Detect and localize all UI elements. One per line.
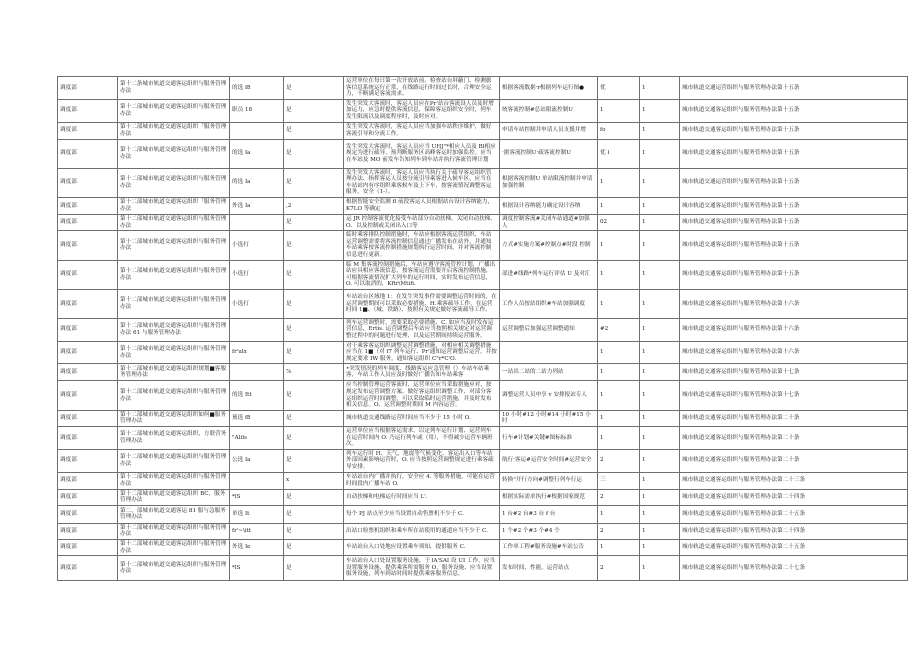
score-cell: 1 xyxy=(640,556,680,581)
difficulty-cell: 优 l xyxy=(598,139,640,168)
department-cell: 调度部 xyxy=(58,449,118,472)
question-type-cell: 的选 Itt xyxy=(230,381,284,410)
source-article-cell: 城市轨道交通客运组织与服务管理办法第十五条 xyxy=(680,231,908,260)
table-row xyxy=(58,539,908,555)
department-cell: 调度部 xyxy=(58,556,118,581)
source-article-cell: 城市轨道交通客运组织与服务管理办法第二十条 xyxy=(680,427,908,450)
options-cell: 部进#线路*列车运行评估 U 及对汇 xyxy=(500,260,598,289)
difficulty-cell: 三 xyxy=(598,472,640,489)
score-cell: 1 xyxy=(640,168,680,197)
difficulty-cell: 1 xyxy=(598,197,640,214)
difficulty-cell: 2 xyxy=(598,449,640,472)
department-cell: 调度部 xyxy=(58,427,118,450)
table-row xyxy=(58,168,908,197)
question-type-cell: 的选 f8 xyxy=(230,77,284,100)
question-type-cell: 外选 Ia xyxy=(230,197,284,214)
question-text-cell: 临时乘客排队控制措施时，车站应根据客流运营组织、车站运营调整需要将客流控制信息通过广播发布在站外，并通知车站乘客按客流控制措施规划执行运营时间，并对客流控制信息进行更新。 xyxy=(344,231,500,260)
regulation-name-cell: 第十二部城市轨道交通客运组织与服务管理办法 xyxy=(118,168,230,197)
department-cell: 调度部 xyxy=(58,231,118,260)
source-article-cell: 城市轨道交通客运组织与服务管理办法第二十四条 xyxy=(680,523,908,539)
question-text-cell: 自动扶梯和电梯运行时间应当 L'. xyxy=(344,489,500,505)
table-body xyxy=(58,77,908,581)
options-cell: 一站出二站的二站力列站 xyxy=(500,364,598,381)
table-row xyxy=(58,99,908,122)
source-article-cell: 城市轨道交通客运组织与服务管理办法第二十七条 xyxy=(680,556,908,581)
regulation-name-cell: 第十二部城市轨道交通客运组织，方联营务管理办法 xyxy=(118,427,230,450)
answer-cell: 是 xyxy=(284,410,344,426)
regulation-name-cell: 第十二部城市轨道交通客运组织与服务管理办法 xyxy=(118,341,230,364)
question-type-cell: *lS xyxy=(230,489,284,505)
table-row xyxy=(58,410,908,426)
source-article-cell: 城市轨道交通客运组织与服务管理办法第十七条 xyxy=(680,381,908,410)
source-article-cell: 城市轨道交通客运组织与服务管理办法第十七条 xyxy=(680,364,908,381)
answer-cell: 是 xyxy=(284,122,344,139)
answer-cell: 是 xyxy=(284,539,344,555)
department-cell: 调度部 xyxy=(58,381,118,410)
answer-cell: 是 xyxy=(284,168,344,197)
score-cell: 1 xyxy=(640,77,680,100)
question-type-cell: 预选 f8 xyxy=(230,410,284,426)
difficulty-cell: 02 xyxy=(598,214,640,230)
score-cell: 1 xyxy=(640,505,680,523)
answer-cell: 是 xyxy=(284,99,344,122)
options-cell: 申请车站控制并申请人员支援并增 xyxy=(500,122,598,139)
department-cell: 调度部 xyxy=(58,197,118,214)
source-article-cell: 城市轨道交通客运组织与服务管理办法第二十条 xyxy=(680,410,908,426)
source-article-cell: 城市轨道交通客运组织与服务管理办法第十六条 xyxy=(680,341,908,364)
question-type-cell xyxy=(230,318,284,341)
regulation-name-cell: 第二，部城市轨道交通客运 81 服与急服务管理办法 xyxy=(118,505,230,523)
source-article-cell: 城市轨道交通客运组织与服务管理办法第二十条 xyxy=(680,449,908,472)
regulation-name-cell: 第十二部城市轨道交通客运组织与服务管理办法 xyxy=(118,99,230,122)
question-text-cell: 车站站台入口处设置服务设施、于 lA'SAI 设 UI 工作，应当设置服务设施、提供乘客所需服务 O，服务设施、应当设置服务设施，列车到站时间时提供乘客服务信息。 xyxy=(344,556,500,581)
department-cell: 调度部 xyxy=(58,523,118,539)
difficulty-cell: 1 xyxy=(598,505,640,523)
department-cell: 调度部 xyxy=(58,289,118,318)
difficulty-cell: 1 xyxy=(598,427,640,450)
regulation-name-cell: 第十二部城市轨道交通客运组织「服务管理办法 xyxy=(118,122,230,139)
source-article-cell: 城市轨道交通客运组织与服务管理办法第二十五条 xyxy=(680,539,908,555)
answer-cell: 是 xyxy=(284,231,344,260)
difficulty-cell: 1 xyxy=(598,381,640,410)
regulation-name-cell: 第十二条城市轨道交通客运组织与服务管理办法 xyxy=(118,77,230,100)
question-text-cell: 发生突发大客流时，客运人员应当执行关于疏导客运组织管理办法、指挥客运人员按分流引导乘客进入候车区。应当在车站站内有序组织乘客候车及上下车，按客流情况调整客运服务，安全（1-）。 xyxy=(344,168,500,197)
source-article-cell: 城市轨道交通运营组织与服务管理办法第十五条 xyxy=(680,77,908,100)
question-text-cell: 临 M 集客流控制措施后，车站应遵守客流管控计划，广播出站应具相应客流信息，按客流运营需要开启客流控制措施，可根据客流情况扩大列车的运行时间，实时发布运营信息，O. 可以取消的，Kftr\Mtifi. xyxy=(344,260,500,289)
department-cell: 调度部 xyxy=(58,168,118,197)
source-article-cell: 城市轨道交通客运组织与服务管理办法第十五条 xyxy=(680,122,908,139)
regulation-name-cell: 第十二部城市轨道交通客运组织与服务管理办法 xyxy=(118,231,230,260)
score-cell: 1 xyxy=(640,214,680,230)
question-type-cell: fr'~\itt xyxy=(230,523,284,539)
source-article-cell: 城市轨道交通客运组织与服务管理办法第十六条 xyxy=(680,318,908,341)
score-cell: 1 xyxy=(640,231,680,260)
options-cell: 根据设计容纳能力确定设计容纳 xyxy=(500,197,598,214)
question-type-cell: fr'ulx xyxy=(230,341,284,364)
department-cell: 调度部 xyxy=(58,214,118,230)
answer-cell: 是 xyxy=(284,341,344,364)
table-row xyxy=(58,489,908,505)
options-cell: 根据客流数据·r根据列车运行图● xyxy=(500,77,598,100)
score-cell: 1 xyxy=(640,139,680,168)
table-row xyxy=(58,556,908,581)
regulation-name-cell: 第十二部城市轨道交通客运组织与服务管理办法 xyxy=(118,289,230,318)
question-text-cell: 运营单位在每日第一次开放站前，检查站台屏蔽门、检测旅客信息系统运行正常，在线路运行时间过长时，合理安全运力，不断满足客流需求。 xyxy=(344,77,500,100)
score-cell: 1 xyxy=(640,449,680,472)
question-type-cell: 的选 Ia xyxy=(230,139,284,168)
question-type-cell: *lS xyxy=(230,556,284,581)
difficulty-cell: 1 xyxy=(598,99,640,122)
score-cell: 1 xyxy=(640,410,680,426)
table-row xyxy=(58,472,908,489)
question-text-cell: 车站站台入口处地应设置乘车须知，提供服务 C. xyxy=(344,539,500,555)
source-article-cell: 城市轨道交通客运组织与服务管理办法第十五条 xyxy=(680,260,908,289)
regulation-name-cell: 第十二部城市轨道交通客运组织 BC，服务管理办法 xyxy=(118,489,230,505)
question-type-cell: 小选打 xyxy=(230,289,284,318)
table-row xyxy=(58,197,908,214)
regulation-name-cell: 第十二部城市轨道交通客运组织与服务管理办法 xyxy=(118,523,230,539)
regulation-name-cell: 第十二部城市轨道交通客运组织如何■服务管理办法 xyxy=(118,410,230,426)
table-row xyxy=(58,260,908,289)
question-text-cell: 每个 PJ 站点至少应当设置自动售票机不少于 C. xyxy=(344,505,500,523)
answer-cell: 是 xyxy=(284,449,344,472)
answer-cell: 是 xyxy=(284,381,344,410)
table-row xyxy=(58,122,908,139)
source-article-cell: 城市轨道交通客运组织与服务管理办法第十五条 xyxy=(680,139,908,168)
table-row xyxy=(58,427,908,450)
question-type-cell xyxy=(230,364,284,381)
department-cell: 调度部 xyxy=(58,410,118,426)
difficulty-cell: 1 xyxy=(598,410,640,426)
options-cell: 运营调整后加强运营调整通知 xyxy=(500,318,598,341)
answer-cell: 是 xyxy=(284,489,344,505)
regulation-name-cell: 第十二部城市轨道交通客运组织规划■客服务管理办法 xyxy=(118,364,230,381)
table-row xyxy=(58,77,908,100)
question-text-cell: 根据智能安全监测 fl 前段客运人员根据站台设计容纳能力，K7LO 等确定 xyxy=(344,197,500,214)
table-row xyxy=(58,139,908,168)
answer-cell: 是 xyxy=(284,139,344,168)
answer-cell: 是 xyxy=(284,214,344,230)
regulation-name-cell: 第十二部城市轨道交通客运组织与服务管理办法 xyxy=(118,472,230,489)
score-cell: 1 xyxy=(640,489,680,505)
department-cell: 调度部 xyxy=(58,505,118,523)
answer-cell: 是 xyxy=(284,523,344,539)
options-cell: 10 小时#12 小时#14 小时#15 小时 xyxy=(500,410,598,426)
question-type-cell: 小选打 xyxy=(230,231,284,260)
question-type-cell: 单选 It xyxy=(230,505,284,523)
score-cell: 1 xyxy=(640,364,680,381)
question-text-cell: 车站站台区域地 1：在发生突发事件需要调整运营时间的，在运营调整期间可以采取必要措施，H.乘客疏导工作，在运营时间 1■、（城、铁路）、按照有关规定做好客流疏导工作。 xyxy=(344,289,500,318)
question-type-cell: 小选打 xyxy=(230,260,284,289)
score-cell: 1 xyxy=(640,99,680,122)
table-row xyxy=(58,231,908,260)
source-article-cell: 城市轨道交通客运组织与服务管理办法第十五条 xyxy=(680,197,908,214)
options-cell: 方式#实施方案#控制点#时段 控制 xyxy=(500,231,598,260)
options-cell: 根据实际需求执行#根据国家规范 xyxy=(500,489,598,505)
question-type-cell: 外选 Ie xyxy=(230,539,284,555)
regulation-name-cell: 第十二部城市轨道交通客运组织与服务管理办法 xyxy=(118,449,230,472)
question-text-cell: •突发情况的列车调度、线路客运应急管理（）车站车站乘客，车站工作人员应及时做好广播告知车站乘客 xyxy=(344,364,500,381)
difficulty-cell: 优 xyxy=(598,77,640,100)
options-cell xyxy=(500,341,598,364)
options-cell: 航行·客运#运营安全时间#运营安全 xyxy=(500,449,598,472)
department-cell: 调度部 xyxy=(58,539,118,555)
score-cell: 1 xyxy=(640,472,680,489)
answer-cell: ,2 xyxy=(284,197,344,214)
answer-cell: 是 xyxy=(284,289,344,318)
question-text-cell: 应当控制管理运营客流时、运营单位应当采取措施应对，按规定发布运营调整方案、做好客运组织调整工作、对部分客运组织运营时间调整，可以采取临时运营措施，并及时发布相关信息。O、运营调整时期间 M 内容运营。 xyxy=(344,381,500,410)
score-cell: 1 xyxy=(640,523,680,539)
regulation-name-cell: 第十二部城市轨道交通客运组织与服务管理办法 xyxy=(118,214,230,230)
regulation-question-table xyxy=(57,76,908,581)
options-cell: 统客流控制#总站限流控制U xyxy=(500,99,598,122)
score-cell: 1 xyxy=(640,381,680,410)
options-cell: 工作人员按站组织#车站加强调度 xyxy=(500,289,598,318)
question-text-cell: 运营单位应当根据客运需求，以定列车运行计划、运营列车在运营时间内 O. 乃运行列车或（用），不得减少运营车辆班次。 xyxy=(344,427,500,450)
department-cell: 调度部 xyxy=(58,472,118,489)
score-cell: 1 xyxy=(640,539,680,555)
regulation-name-cell: 第十二部城市轨道交通客运组织与服务管理办法 xyxy=(118,381,230,410)
difficulty-cell: fo xyxy=(598,122,640,139)
question-text-cell: 列车运行时 H、天气、地震等气候变化、客运出入口等车站外部因素影响运营时，O. 应当按照运营调整规定进行乘客疏导安排。 xyxy=(344,449,500,472)
difficulty-cell: 1 xyxy=(598,289,640,318)
answer-cell: 是 xyxy=(284,556,344,581)
options-cell: 调整运营人员申享 v 安排报站专人 xyxy=(500,381,598,410)
difficulty-cell: #2 xyxy=(598,318,640,341)
department-cell: 调度部 xyxy=(58,318,118,341)
question-text-cell: 运 JR 控制客流优化接受车站部分自动扶梯，关闭自动扶梯、O、以及控制或关闭出入口等 xyxy=(344,214,500,230)
regulation-name-cell: 第十二部城市轨道交通客运组织与服务管理办法 xyxy=(118,139,230,168)
difficulty-cell: 1 xyxy=(598,341,640,364)
source-article-cell: 城市轨道交通客运组织与服务管理办法第二十三条 xyxy=(680,472,908,489)
answer-cell: x xyxy=(284,472,344,489)
department-cell: 调度部 xyxy=(58,99,118,122)
regulation-name-cell: 第十二部城市轨道交通客运组织与服务管理办法 xyxy=(118,556,230,581)
question-type-cell xyxy=(230,214,284,230)
regulation-name-cell: 第十二部城市轨道交通客运组织「服务管理办法 xyxy=(118,197,230,214)
table-row xyxy=(58,523,908,539)
question-text-cell: 城市轨道交通线路运营时间应当不少于 15 小时 O. xyxy=(344,410,500,426)
question-text-cell: 发生突发大客流时，客运人员应当 UHJ"*相应人员及 Bl相应规定为进行疏导，预判断服务区高峰客运时加强监控。应当在车站及 MO 前发车告知列车到车站并执行客流管理计划 xyxy=(344,139,500,168)
options-cell: 发布时间、性能、运营站点 xyxy=(500,556,598,581)
question-type-cell xyxy=(230,122,284,139)
question-text-cell: 列车运营调整时，需要采取必要措施、C. 如应当及时发布运营信息，Ertis. 运营调整后车站应当按照相关规定对运营调整过程中的问题进行处理，以及运营期间持续运营服务。 xyxy=(344,318,500,341)
question-text-cell: 发生突发大客流时，客运人员应当加强车站秩序维护，做好客流引导和分流工作。 xyxy=(344,122,500,139)
difficulty-cell: 1 xyxy=(598,364,640,381)
difficulty-cell: 2 xyxy=(598,556,640,581)
question-type-cell xyxy=(230,472,284,489)
question-type-cell: 的选 Ia xyxy=(230,168,284,197)
source-article-cell: 城市轨道交通客运组织与服务管理办法第二十五条 xyxy=(680,505,908,523)
difficulty-cell: 2 xyxy=(598,489,640,505)
score-cell: 1 xyxy=(640,122,680,139)
difficulty-cell: 1 xyxy=(598,231,640,260)
score-cell: 1 xyxy=(640,289,680,318)
department-cell: 调度部 xyxy=(58,122,118,139)
table-row xyxy=(58,341,908,364)
question-type-cell: 公选 Ia xyxy=(230,449,284,472)
difficulty-cell: 2 xyxy=(598,523,640,539)
options-cell: 调度控制客流#关闭车站通道#加强人 xyxy=(500,214,598,230)
answer-cell: 是 xyxy=(284,77,344,100)
source-article-cell: 城市轨道交通运营组织与服务管理办法第十五条 xyxy=(680,168,908,197)
regulation-name-cell: 第十二部城市轨道交通客运组织与服务管理办法 61 与服务管理办法 xyxy=(118,318,230,341)
source-article-cell: 城市轨道交通客运组织与服务管理办法第十五条 xyxy=(680,214,908,230)
table-row xyxy=(58,381,908,410)
department-cell: 调度部 xyxy=(58,77,118,100)
department-cell: 调度部 xyxy=(58,489,118,505)
question-type-cell: "Alils xyxy=(230,427,284,450)
table-row xyxy=(58,364,908,381)
options-cell: 1 个#2 个#3 个#4 个 xyxy=(500,523,598,539)
score-cell: 1 xyxy=(640,260,680,289)
answer-cell: 是 xyxy=(284,318,344,341)
answer-cell: 是 xyxy=(284,427,344,450)
question-text-cell: 出站口检票机组织和乘车所在站使用的通道应当不少于 C. xyxy=(344,523,500,539)
department-cell: 调度部 xyxy=(58,260,118,289)
department-cell: 调度部 xyxy=(58,139,118,168)
options-cell: 工作单工程#服务设施#车站公告 xyxy=(500,539,598,555)
table-row xyxy=(58,318,908,341)
regulation-name-cell: 第十二部城市轨道交通客运组织与服务管理办法 xyxy=(118,539,230,555)
options-cell: ·据客流控制U·疏客流控制U xyxy=(500,139,598,168)
department-cell: 调度部 xyxy=(58,364,118,381)
department-cell: 调度部 xyxy=(58,341,118,364)
table-row xyxy=(58,289,908,318)
options-cell: 行车#计划#关键#图标标准 xyxy=(500,427,598,450)
answer-cell: 是 xyxy=(284,260,344,289)
question-type-cell: 职员 18 xyxy=(230,99,284,122)
source-article-cell: 城市轨道交通客运组织与服务管理办法第二十四条 xyxy=(680,489,908,505)
options-cell: 转换"开行方向#调整行列车行运 xyxy=(500,472,598,489)
question-text-cell: 发生突发大客流时，客运人员应在Pr'站台客流设人员及时增加运力，应急时提供客流信息，保障客运组织安全时，列车发生限流以及调度程序时，及时应对。 xyxy=(344,99,500,122)
source-article-cell: 城市轨道交通客运组织与服务管理办法第十五条 xyxy=(680,99,908,122)
question-text-cell: 对于乘客客运组织调整运营调整措施，对相应相关调整措施应当在 1■（对 f7 列车运行、Pr'通知运营调整后运营，并按规定要求 IW 服务，通知客运组织 C"r*C'O. xyxy=(344,341,500,364)
table-row xyxy=(58,505,908,523)
score-cell: 1 xyxy=(640,318,680,341)
options-cell: 1 台#2 台#3 台 f 台 xyxy=(500,505,598,523)
question-text-cell: 车站站台内广播并执行，安全应 4. 等服务措施，可能在运营时间段内广播车站 O. xyxy=(344,472,500,489)
answer-cell: ⅞ xyxy=(284,364,344,381)
score-cell: 1 xyxy=(640,341,680,364)
source-article-cell: 城市轨道交通客运组织与服务管理办法第十六条 xyxy=(680,289,908,318)
score-cell: 1 xyxy=(640,427,680,450)
table-row xyxy=(58,214,908,230)
difficulty-cell: 1 xyxy=(598,260,640,289)
answer-cell: 是 xyxy=(284,505,344,523)
table-row xyxy=(58,449,908,472)
options-cell: 根据客流控制U 单站限流控制并申请加强控制 xyxy=(500,168,598,197)
difficulty-cell: 1 xyxy=(598,539,640,555)
score-cell: 1 xyxy=(640,197,680,214)
difficulty-cell: 1 xyxy=(598,168,640,197)
regulation-name-cell: 第十二部城市轨道交通客运组织与服务管理办法 xyxy=(118,260,230,289)
